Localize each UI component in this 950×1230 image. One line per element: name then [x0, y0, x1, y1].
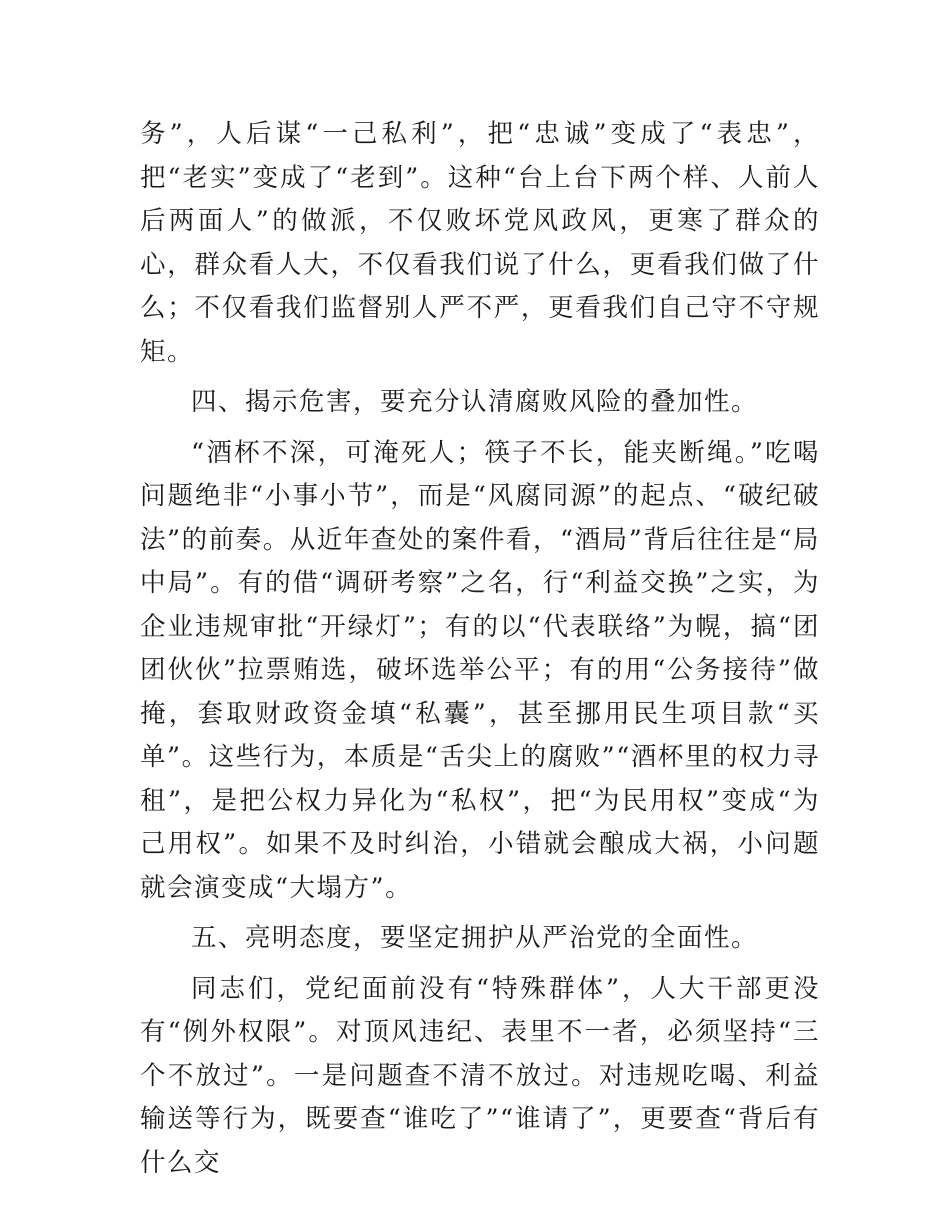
paragraph-corruption-risk: “酒杯不深，可淹死人；筷子不长，能夹断绳。”吃喝问题绝非“小事小节”，而是“风腐同源”的起点、“破纪破法”的前奏。从近年查处的案件看，“酒局”背后往往是“局中局”。有的借“调研考察”之名，行“利益交换”之实，为企业违规审批“开绿灯”；有的以“代表联络”为幌，搞“团团伙伙”拉票贿选，破坏选举公平；有的用“公务接待”做掩，套取财政资金填“私囊”，甚至挪用民生项目款“买单”。这些行为，本质是“舌尖上的腐败”“酒杯里的权力寻租”，是把公权力异化为“私权”，把“为民用权”变成“为己用权”。如果不及时纠治，小错就会酿成大祸，小问题就会演变成“大塌方”。: [140, 437, 820, 903]
section-heading-five: 五、亮明态度，要坚定拥护从严治党的全面性。: [191, 923, 759, 953]
document-body: [140, 113, 820, 1185]
paragraph-strict-discipline: 同志们，党纪面前没有“特殊群体”，人大干部更没有“例外权限”。对顶风违纪、表里不一者，必须坚持“三个不放过”。一是问题查不清不放过。对违规吃喝、利益输送等行为，既要查“谁吃了”“谁请了”，更要查“背后有什么交: [140, 973, 820, 1178]
paragraph-continued: 务”，人后谋“一己私利”，把“忠诚”变成了“表忠”，把“老实”变成了“老到”。这种“台上台下两个样、人前人后两面人”的做派，不仅败坏党风政风，更寒了群众的心，群众看人大，不仅看我们说了什么，更看我们做了什么；不仅看我们监督别人严不严，更看我们自己守不守规矩。: [140, 119, 820, 367]
section-heading-four: 四、揭示危害，要充分认清腐败风险的叠加性。: [191, 387, 759, 417]
